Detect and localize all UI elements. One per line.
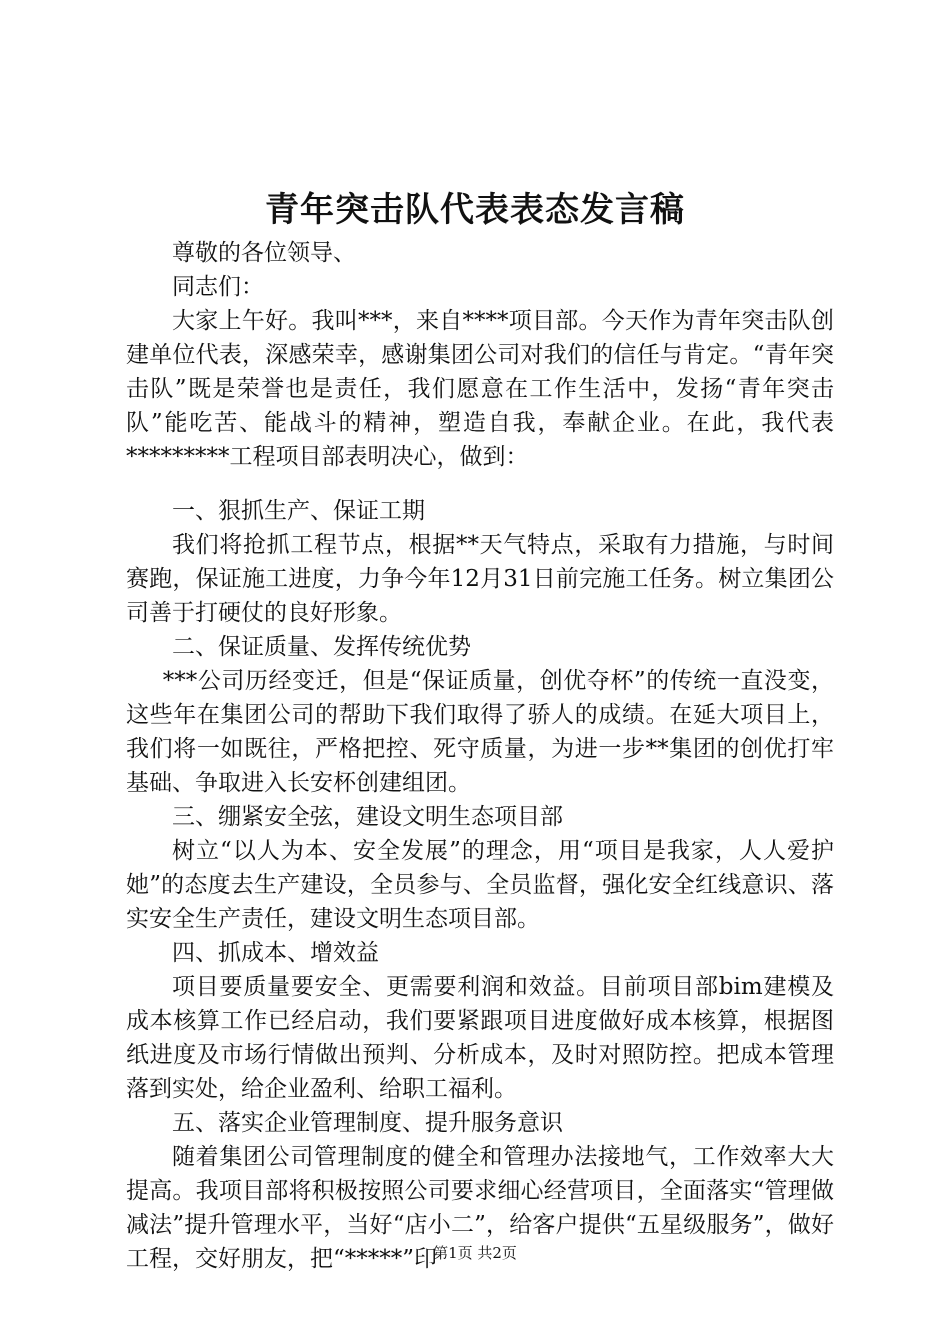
paragraph-gap (126, 474, 834, 494)
page-footer: 第1页 共2页 (433, 1244, 517, 1262)
salutation-line-1: 尊敬的各位领导、 (172, 240, 356, 266)
document-title: 青年突击队代表表态发言稿 (265, 190, 685, 230)
section-paragraph-3: 树立“以人为本、安全发展”的理念，用“项目是我家，人人爱护她”的态度去生产建设，全员参与、全员监督，强化安全红线意识、落实安全生产责任，建设文明生态项目部。 (126, 838, 834, 932)
section-heading-5: 五、落实企业管理制度、提升服务意识 (172, 1110, 563, 1136)
intro-paragraph: 大家上午好。我叫***，来自****项目部。今天作为青年突击队创建单位代表，深感荣幸，感谢集团公司对我们的信任与肯定。“青年突击队”既是荣誉也是责任，我们愿意在工作生活中，发扬“青年突击队”能吃苦、能战斗的精神，塑造自我，奉献企业。在此，我代表*********工程项目部表明决心，做到： (126, 308, 834, 470)
section-paragraph-4: 项目要质量要安全、更需要利润和效益。目前项目部bim建模及成本核算工作已经启动，我们要紧跟项目进度做好成本核算，根据图纸进度及市场行情做出预判、分析成本，及时对照防控。把成本管理落到实处，给企业盈利、给职工福利。 (126, 974, 834, 1102)
section-paragraph-1: 我们将抢抓工程节点，根据**天气特点，采取有力措施，与时间赛跑，保证施工进度，力争今年12月31日前完施工任务。树立集团公司善于打硬仗的良好形象。 (126, 532, 834, 626)
section-paragraph-5: 随着集团公司管理制度的健全和管理办法接地气，工作效率大大提高。我项目部将积极按照公司要求细心经营项目，全面落实“管理做减法”提升管理水平，当好“店小二”，给客户提供“五星级服务”，做好工程，交好朋友，把“*****”印 (126, 1144, 834, 1272)
salutation-line-2: 同志们： (172, 274, 264, 300)
section-heading-3: 三、绷紧安全弦，建设文明生态项目部 (172, 804, 563, 830)
document-body (126, 236, 834, 1276)
section-heading-1: 一、狠抓生产、保证工期 (172, 498, 425, 524)
section-heading-4: 四、抓成本、增效益 (172, 940, 379, 966)
section-paragraph-2: ***公司历经变迁，但是“保证质量，创优夺杯”的传统一直没变，这些年在集团公司的帮助下我们取得了骄人的成绩。在延大项目上，我们将一如既往，严格把控、死守质量，为进一步**集团的创优打牢基础、争取进入长安杯创建组团。 (126, 668, 834, 796)
section-heading-2: 二、保证质量、发挥传统优势 (172, 634, 471, 660)
